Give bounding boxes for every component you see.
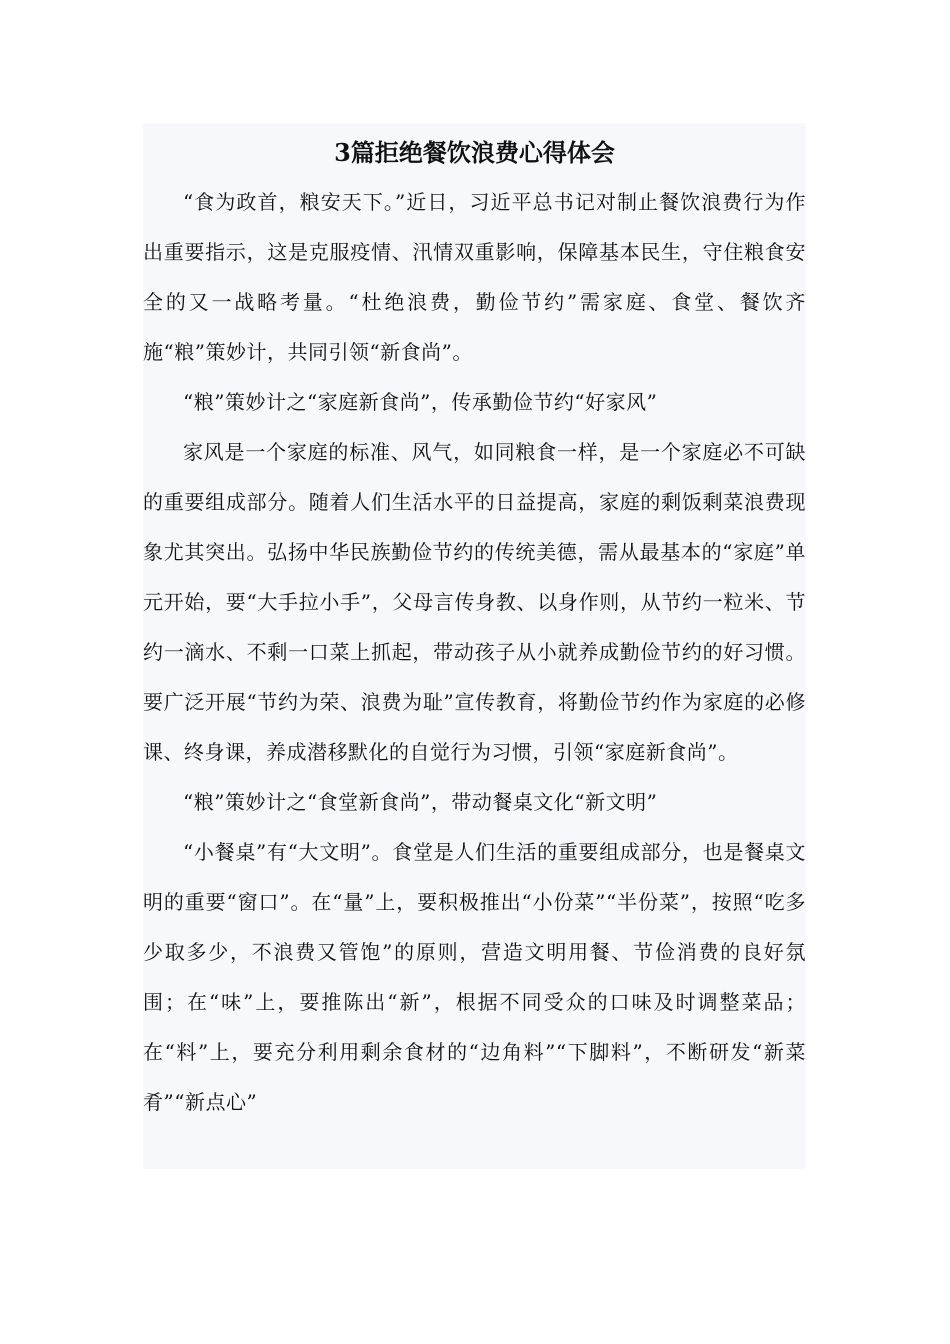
- document-text-block: [143, 123, 806, 1169]
- section-heading-canteen: “粮”策妙计之“食堂新食尚”，带动餐桌文化“新文明”: [183, 790, 658, 814]
- section-heading-family: “粮”策妙计之“家庭新食尚”，传承勤俭节约“好家风”: [183, 390, 658, 414]
- paragraph-intro: “食为政首，粮安天下。”近日，习近平总书记对制止餐饮浪费行为作出重要指示，这是克服疫情、汛情双重影响，保障基本民生，守住粮食安全的又一战略考量。“杜绝浪费，勤俭节约”需家庭、食堂、餐饮齐施“粮”策妙计，共同引领“新食尚”。: [143, 190, 806, 364]
- paragraph-canteen: “小餐桌”有“大文明”。食堂是人们生活的重要组成部分，也是餐桌文明的重要“窗口”。在“量”上，要积极推出“小份菜”“半份菜”，按照“吃多少取多少，不浪费又管饱”的原则，营造文明用餐、节俭消费的良好氛围；在“味”上，要推陈出“新”，根据不同受众的口味及时调整菜品；在“料”上，要充分利用剩余食材的“边角料”“下脚料”，不断研发“新菜肴”“新点心”: [143, 840, 806, 1114]
- document-body: [143, 177, 806, 1127]
- paragraph-family: 家风是一个家庭的标准、风气，如同粮食一样，是一个家庭必不可缺的重要组成部分。随着人们生活水平的日益提高，家庭的剩饭剩菜浪费现象尤其突出。弘扬中华民族勤俭节约的传统美德，需从最基本的“家庭”单元开始，要“大手拉小手”，父母言传身教、以身作则，从节约一粒米、节约一滴水、不剩一口菜上抓起，带动孩子从小就养成勤俭节约的好习惯。要广泛开展“节约为荣、浪费为耻”宣传教育，将勤俭节约作为家庭的必修课、终身课，养成潜移默化的自觉行为习惯，引领“家庭新食尚”。: [143, 440, 806, 764]
- document-title: 3篇拒绝餐饮浪费心得体会: [334, 138, 615, 167]
